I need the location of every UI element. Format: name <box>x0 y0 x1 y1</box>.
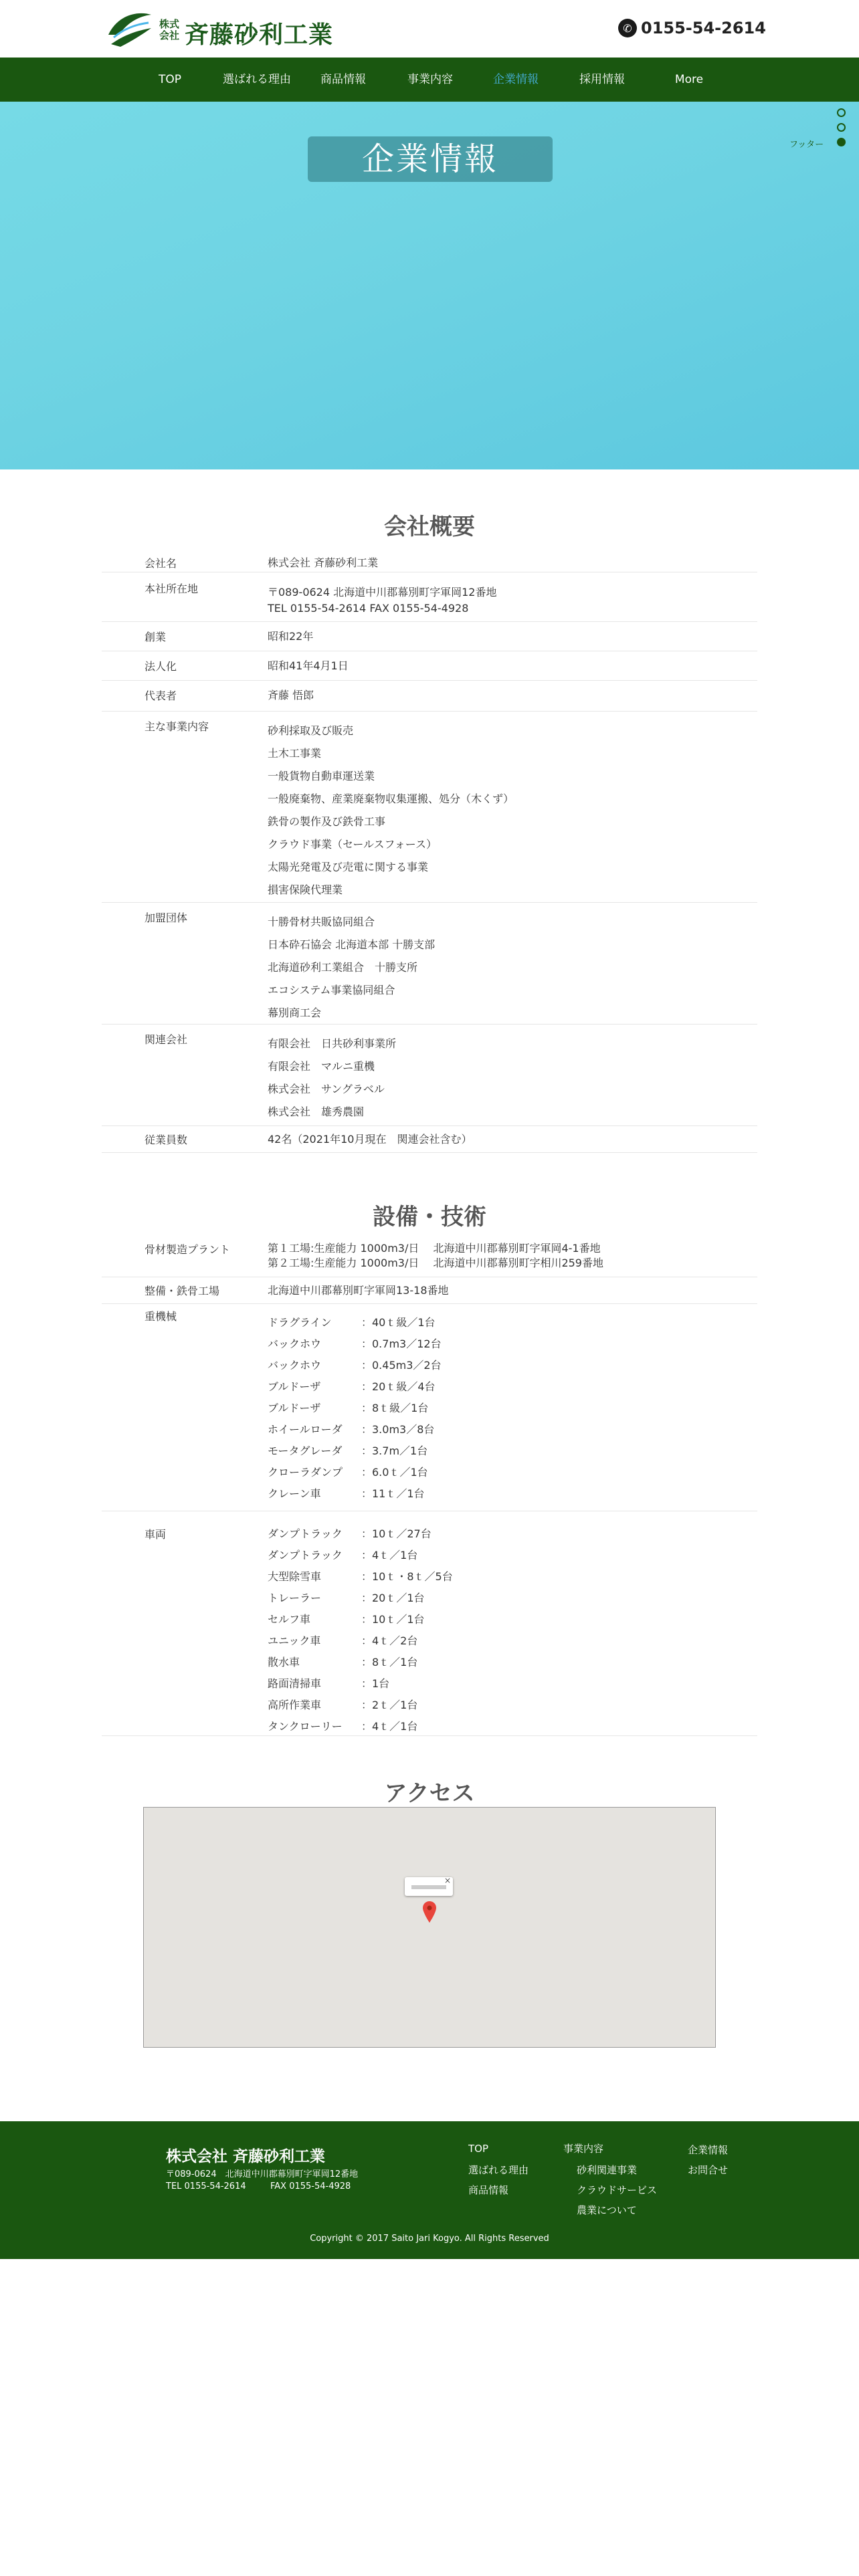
site-header <box>0 0 859 58</box>
footer-link-top[interactable]: TOP <box>468 2143 489 2155</box>
row-label: 重機械 <box>145 1310 177 1323</box>
phone-icon: ✆ <box>618 19 637 37</box>
footer-copyright: Copyright © 2017 Saito Jari Kogyo. All Rights Reserved <box>310 2234 549 2244</box>
row-value <box>268 1312 442 1505</box>
overview-title: 会社概要 <box>384 514 475 540</box>
footer-link-agri[interactable]: 農業について <box>577 2204 637 2216</box>
footer-link-cloud[interactable]: クラウドサービス <box>577 2184 658 2196</box>
table-row <box>102 622 757 651</box>
row-label: 加盟団体 <box>145 911 188 924</box>
table-row <box>102 903 757 1025</box>
header-phone-number: 0155-54-2614 <box>641 19 766 37</box>
spec-row: クローラダンプ ：6.0ｔ／1台 <box>268 1466 428 1479</box>
map-info-text <box>411 1885 446 1889</box>
equipment-table <box>102 1239 757 1736</box>
section-dot-3[interactable] <box>837 138 846 146</box>
footer-link-business[interactable]: 事業内容 <box>563 2143 604 2155</box>
table-row <box>102 1126 757 1153</box>
section-dot-label: フッター <box>789 140 824 150</box>
footer-address: 〒089-0624 北海道中川郡幕別町字軍岡12番地 <box>166 2169 359 2179</box>
logo-kaisha-label: 株式会社 <box>159 18 180 41</box>
row-value: 〒089-0624 北海道中川郡幕別町字軍岡12番地 TEL 0155-54-2614 FAX 0155-54-4928 <box>268 586 497 615</box>
row-label: 法人化 <box>145 660 177 673</box>
spec-row: 散水車 ：8ｔ／1台 <box>268 1656 418 1669</box>
footer-link-contact[interactable]: お問合せ <box>688 2164 729 2176</box>
spec-row: 路面清掃車 ：1台 <box>268 1677 390 1690</box>
main-nav <box>0 58 859 102</box>
spec-row: トレーラー ：20ｔ／1台 <box>268 1592 425 1604</box>
row-value: 昭和22年 <box>268 630 314 643</box>
footer-link-products[interactable]: 商品情報 <box>468 2184 509 2196</box>
nav-item-company[interactable]: 企業情報 <box>493 73 539 86</box>
table-row <box>102 681 757 712</box>
logo-company-name: 斉藤砂利工業 <box>185 21 334 49</box>
footer-tel: TEL 0155-54-2614 <box>166 2181 246 2191</box>
footer-fax: FAX 0155-54-4928 <box>270 2181 351 2191</box>
spec-row: ブルドーザ ：8ｔ級／1台 <box>268 1402 429 1414</box>
row-value: 砂利採取及び販売 土木工事業 一般貨物自動車運送業 一般廃棄物、産業廃棄物収集運搬、処分（木くず） 鉄骨の製作及び鉄骨工事 クラウド事業（セールスフォース） 太陽光発電及び売電に関する事業 損害保険代理業 <box>268 724 514 896</box>
row-label: 整備・鉄骨工場 <box>145 1285 220 1297</box>
logo-swoosh-icon <box>104 8 155 51</box>
footer-link-company[interactable]: 企業情報 <box>688 2144 729 2156</box>
nav-item-reasons[interactable]: 選ばれる理由 <box>223 73 291 86</box>
table-row <box>102 712 757 903</box>
spec-row: 高所作業車 ：2ｔ／1台 <box>268 1699 418 1711</box>
row-value: 第１工場:生産能力 1000m3/日 北海道中川郡幕別町字軍岡4-1番地 第２工場:生産能力 1000m3/日 北海道中川郡幕別町字相川259番地 <box>268 1242 603 1269</box>
spec-row: ホイールローダ ：3.0m3／8台 <box>268 1423 435 1436</box>
spec-row: ダンプトラック ：10ｔ／27台 <box>268 1527 432 1540</box>
table-row <box>102 1239 757 1277</box>
table-row <box>102 551 757 572</box>
row-value: 斉藤 悟郎 <box>268 689 314 702</box>
table-row <box>102 1025 757 1126</box>
spec-row: セルフ車 ：10ｔ／1台 <box>268 1613 425 1626</box>
footer-link-reasons[interactable]: 選ばれる理由 <box>468 2164 529 2176</box>
spec-row: ユニック車 ：4ｔ／2台 <box>268 1634 418 1647</box>
row-label: 従業員数 <box>145 1134 188 1146</box>
table-row <box>102 651 757 681</box>
spec-row: ブルドーザ ：20ｔ級／4台 <box>268 1380 436 1393</box>
row-value: 株式会社 斉藤砂利工業 <box>268 556 379 569</box>
nav-item-recruit[interactable]: 採用情報 <box>579 73 625 86</box>
nav-item-products[interactable]: 商品情報 <box>320 73 366 86</box>
header-phone[interactable] <box>618 17 766 39</box>
spec-row: ダンプトラック ：4ｔ／1台 <box>268 1549 418 1562</box>
spec-row: クレーン車 ：11ｔ／1台 <box>268 1487 425 1500</box>
row-value <box>268 1523 453 1737</box>
table-row <box>102 1511 757 1736</box>
row-label: 関連会社 <box>145 1033 188 1046</box>
spec-row: タンクローリー ：4ｔ／1台 <box>268 1720 418 1733</box>
spec-row: 大型除雪車 ：10ｔ・8ｔ／5台 <box>268 1570 453 1583</box>
spec-row: バックホウ ：0.45m3／2台 <box>268 1359 442 1372</box>
table-row <box>102 572 757 622</box>
site-logo[interactable] <box>104 5 332 53</box>
map-pin-icon[interactable] <box>423 1901 436 1923</box>
footer-link-gravel[interactable]: 砂利関連事業 <box>577 2164 638 2176</box>
row-label: 本社所在地 <box>145 582 199 595</box>
close-icon[interactable]: × <box>444 1876 451 1885</box>
row-value: 十勝骨材共販協同組合 日本砕石協会 北海道本部 十勝支部 北海道砂利工業組合 十勝支所 エコシステム事業協同組合 幕別商工会 <box>268 916 436 1019</box>
row-label: 会社名 <box>145 557 177 570</box>
row-label: 骨材製造プラント <box>145 1243 231 1256</box>
map-info-window[interactable] <box>405 1877 453 1896</box>
section-dot-2[interactable] <box>837 123 846 132</box>
footer-company-name: 株式会社 斉藤砂利工業 <box>166 2148 326 2165</box>
nav-item-business[interactable]: 事業内容 <box>407 73 453 86</box>
nav-item-top[interactable]: TOP <box>158 73 182 86</box>
overview-table <box>102 551 757 1153</box>
nav-item-more[interactable]: More <box>674 73 704 86</box>
row-label: 車両 <box>145 1528 167 1541</box>
row-label: 創業 <box>145 631 167 643</box>
section-dot-1[interactable] <box>837 108 846 117</box>
row-value: 昭和41年4月1日 <box>268 659 349 672</box>
row-value: 有限会社 日共砂利事業所 有限会社 マルニ重機 株式会社 サングラベル 株式会社 雄秀農園 <box>268 1037 397 1118</box>
table-row <box>102 1277 757 1304</box>
site-footer <box>0 2121 859 2259</box>
equipment-title: 設備・技術 <box>373 1204 486 1230</box>
row-value: 北海道中川郡幕別町字軍岡13-18番地 <box>268 1284 449 1297</box>
spec-row: ドラグライン ：40ｔ級／1台 <box>268 1316 436 1329</box>
google-map[interactable] <box>143 1807 716 2048</box>
hero-banner <box>0 102 859 469</box>
row-label: 主な事業内容 <box>145 720 209 733</box>
spec-row: モータグレーダ ：3.7m／1台 <box>268 1444 428 1457</box>
page-title: 企業情報 <box>308 136 553 182</box>
row-label: 代表者 <box>145 689 177 702</box>
table-row <box>102 1304 757 1511</box>
spec-row: バックホウ ：0.7m3／12台 <box>268 1337 442 1350</box>
access-title: アクセス <box>384 1780 475 1807</box>
row-value: 42名（2021年10月現在 関連会社含む） <box>268 1133 472 1146</box>
